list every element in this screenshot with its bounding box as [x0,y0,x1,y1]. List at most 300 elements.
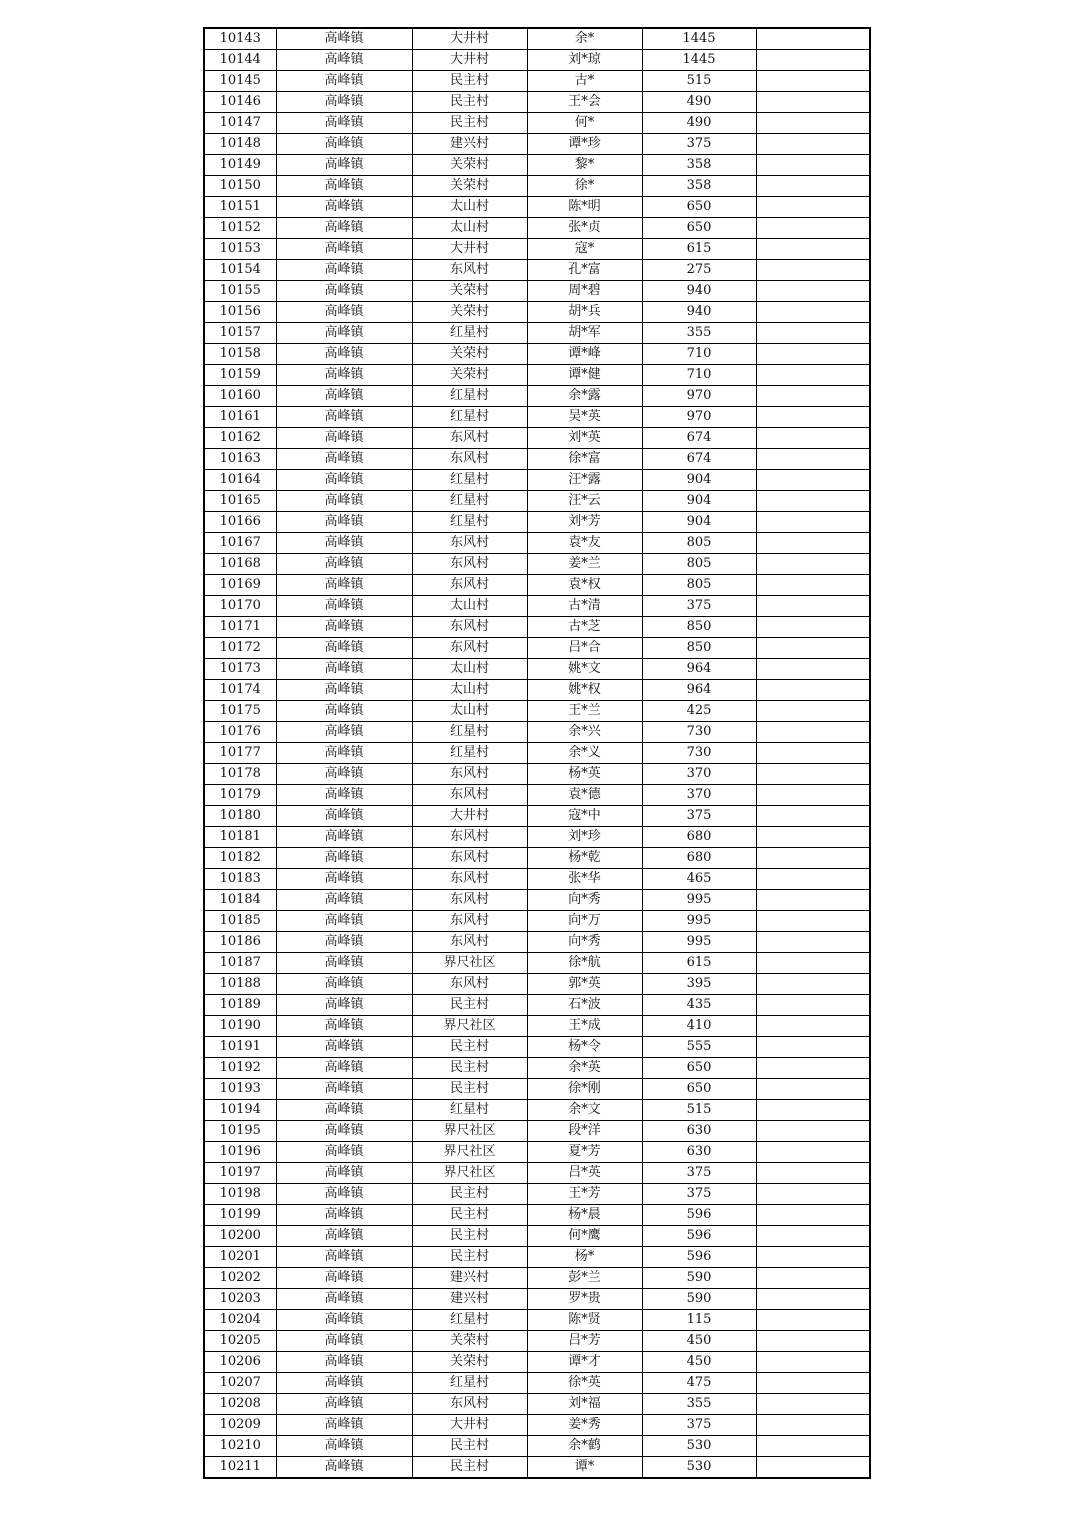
id-cell: 10203 [204,1289,276,1310]
id-cell: 10143 [204,28,276,50]
town-cell: 高峰镇 [276,491,412,512]
id-cell: 10172 [204,638,276,659]
amount-cell: 530 [642,1436,756,1457]
id-cell: 10152 [204,218,276,239]
town-cell: 高峰镇 [276,533,412,554]
id-cell: 10149 [204,155,276,176]
table-row [204,1205,870,1226]
amount-cell: 904 [642,470,756,491]
name-cell: 吕*合 [527,638,642,659]
village-cell: 民主村 [412,1205,527,1226]
name-cell: 余* [527,28,642,50]
village-cell: 红星村 [412,407,527,428]
table-row [204,365,870,386]
id-cell: 10165 [204,491,276,512]
table-row [204,911,870,932]
remark-cell [756,470,870,491]
id-cell: 10180 [204,806,276,827]
name-cell: 余*兴 [527,722,642,743]
table-row [204,113,870,134]
village-cell: 红星村 [412,743,527,764]
remark-cell [756,1394,870,1415]
amount-cell: 650 [642,197,756,218]
village-cell: 民主村 [412,92,527,113]
village-cell: 东风村 [412,638,527,659]
table-row [204,386,870,407]
remark-cell [756,974,870,995]
id-cell: 10170 [204,596,276,617]
village-cell: 民主村 [412,113,527,134]
remark-cell [756,428,870,449]
village-cell: 东风村 [412,428,527,449]
village-cell: 东风村 [412,869,527,890]
id-cell: 10186 [204,932,276,953]
village-cell: 红星村 [412,722,527,743]
table-row [204,134,870,155]
id-cell: 10196 [204,1142,276,1163]
table-row [204,197,870,218]
table-row [204,680,870,701]
table-row [204,1100,870,1121]
village-cell: 红星村 [412,386,527,407]
town-cell: 高峰镇 [276,1184,412,1205]
town-cell: 高峰镇 [276,323,412,344]
name-cell: 寇*中 [527,806,642,827]
table-row [204,260,870,281]
id-cell: 10156 [204,302,276,323]
amount-cell: 995 [642,911,756,932]
name-cell: 余*英 [527,1058,642,1079]
remark-cell [756,176,870,197]
remark-cell [756,638,870,659]
village-cell: 红星村 [412,1100,527,1121]
name-cell: 余*鹤 [527,1436,642,1457]
town-cell: 高峰镇 [276,1373,412,1394]
village-cell: 红星村 [412,470,527,491]
village-cell: 红星村 [412,1373,527,1394]
amount-cell: 375 [642,806,756,827]
remark-cell [756,869,870,890]
amount-cell: 375 [642,1415,756,1436]
amount-cell: 805 [642,533,756,554]
village-cell: 关荣村 [412,176,527,197]
amount-cell: 375 [642,134,756,155]
remark-cell [756,659,870,680]
id-cell: 10159 [204,365,276,386]
village-cell: 关荣村 [412,1352,527,1373]
name-cell: 石*波 [527,995,642,1016]
village-cell: 东风村 [412,449,527,470]
amount-cell: 475 [642,1373,756,1394]
table-row [204,806,870,827]
id-cell: 10151 [204,197,276,218]
id-cell: 10209 [204,1415,276,1436]
amount-cell: 530 [642,1457,756,1479]
table-row [204,344,870,365]
remark-cell [756,260,870,281]
id-cell: 10164 [204,470,276,491]
table-row [204,1436,870,1457]
amount-cell: 674 [642,428,756,449]
table-row [204,407,870,428]
remark-cell [756,722,870,743]
id-cell: 10200 [204,1226,276,1247]
id-cell: 10193 [204,1079,276,1100]
id-cell: 10155 [204,281,276,302]
table-row [204,1163,870,1184]
name-cell: 刘*琼 [527,50,642,71]
village-cell: 大井村 [412,806,527,827]
name-cell: 吴*英 [527,407,642,428]
id-cell: 10163 [204,449,276,470]
name-cell: 何* [527,113,642,134]
amount-cell: 805 [642,554,756,575]
remark-cell [756,302,870,323]
remark-cell [756,197,870,218]
amount-cell: 964 [642,680,756,701]
amount-cell: 375 [642,1184,756,1205]
id-cell: 10147 [204,113,276,134]
table-row [204,302,870,323]
remark-cell [756,1079,870,1100]
name-cell: 谭*健 [527,365,642,386]
amount-cell: 615 [642,239,756,260]
table-row [204,1058,870,1079]
name-cell: 罗*贵 [527,1289,642,1310]
table-row [204,764,870,785]
name-cell: 段*洋 [527,1121,642,1142]
name-cell: 刘*福 [527,1394,642,1415]
town-cell: 高峰镇 [276,113,412,134]
name-cell: 谭*珍 [527,134,642,155]
name-cell: 吕*英 [527,1163,642,1184]
data-table [203,27,871,1479]
amount-cell: 450 [642,1331,756,1352]
village-cell: 东风村 [412,1394,527,1415]
id-cell: 10208 [204,1394,276,1415]
town-cell: 高峰镇 [276,386,412,407]
id-cell: 10182 [204,848,276,869]
table-row [204,470,870,491]
table-row [204,1352,870,1373]
remark-cell [756,911,870,932]
town-cell: 高峰镇 [276,1205,412,1226]
id-cell: 10210 [204,1436,276,1457]
table-row [204,155,870,176]
table-row [204,743,870,764]
remark-cell [756,533,870,554]
id-cell: 10192 [204,1058,276,1079]
name-cell: 杨*乾 [527,848,642,869]
id-cell: 10206 [204,1352,276,1373]
remark-cell [756,995,870,1016]
id-cell: 10201 [204,1247,276,1268]
table-row [204,869,870,890]
name-cell: 谭*峰 [527,344,642,365]
name-cell: 寇* [527,239,642,260]
table-row [204,71,870,92]
town-cell: 高峰镇 [276,701,412,722]
name-cell: 郭*英 [527,974,642,995]
village-cell: 界尺社区 [412,1163,527,1184]
town-cell: 高峰镇 [276,197,412,218]
name-cell: 刘*芳 [527,512,642,533]
table-row [204,974,870,995]
town-cell: 高峰镇 [276,281,412,302]
remark-cell [756,239,870,260]
town-cell: 高峰镇 [276,428,412,449]
table-row [204,596,870,617]
amount-cell: 425 [642,701,756,722]
amount-cell: 358 [642,155,756,176]
name-cell: 姜*兰 [527,554,642,575]
table-row [204,1247,870,1268]
name-cell: 王*芳 [527,1184,642,1205]
amount-cell: 805 [642,575,756,596]
village-cell: 东风村 [412,260,527,281]
town-cell: 高峰镇 [276,1352,412,1373]
name-cell: 向*秀 [527,890,642,911]
remark-cell [756,491,870,512]
name-cell: 杨*晨 [527,1205,642,1226]
remark-cell [756,617,870,638]
amount-cell: 515 [642,71,756,92]
amount-cell: 375 [642,596,756,617]
town-cell: 高峰镇 [276,1268,412,1289]
town-cell: 高峰镇 [276,785,412,806]
name-cell: 古*芝 [527,617,642,638]
remark-cell [756,1226,870,1247]
amount-cell: 596 [642,1247,756,1268]
id-cell: 10199 [204,1205,276,1226]
amount-cell: 674 [642,449,756,470]
village-cell: 关荣村 [412,365,527,386]
village-cell: 界尺社区 [412,1016,527,1037]
remark-cell [756,28,870,50]
id-cell: 10211 [204,1457,276,1479]
town-cell: 高峰镇 [276,806,412,827]
id-cell: 10194 [204,1100,276,1121]
village-cell: 民主村 [412,995,527,1016]
id-cell: 10185 [204,911,276,932]
village-cell: 界尺社区 [412,1121,527,1142]
table-row [204,1310,870,1331]
village-cell: 东风村 [412,848,527,869]
remark-cell [756,1163,870,1184]
remark-cell [756,155,870,176]
table-row [204,1289,870,1310]
village-cell: 建兴村 [412,134,527,155]
village-cell: 民主村 [412,1247,527,1268]
town-cell: 高峰镇 [276,344,412,365]
id-cell: 10158 [204,344,276,365]
amount-cell: 650 [642,218,756,239]
amount-cell: 904 [642,512,756,533]
name-cell: 孔*富 [527,260,642,281]
remark-cell [756,113,870,134]
remark-cell [756,932,870,953]
remark-cell [756,449,870,470]
name-cell: 汪*露 [527,470,642,491]
amount-cell: 358 [642,176,756,197]
table-row [204,554,870,575]
name-cell: 袁*权 [527,575,642,596]
village-cell: 民主村 [412,1226,527,1247]
id-cell: 10177 [204,743,276,764]
amount-cell: 630 [642,1121,756,1142]
table-row [204,281,870,302]
name-cell: 刘*珍 [527,827,642,848]
id-cell: 10174 [204,680,276,701]
village-cell: 界尺社区 [412,953,527,974]
id-cell: 10148 [204,134,276,155]
table-row [204,890,870,911]
id-cell: 10144 [204,50,276,71]
id-cell: 10145 [204,71,276,92]
town-cell: 高峰镇 [276,71,412,92]
town-cell: 高峰镇 [276,176,412,197]
name-cell: 黎* [527,155,642,176]
amount-cell: 710 [642,344,756,365]
id-cell: 10181 [204,827,276,848]
remark-cell [756,1436,870,1457]
amount-cell: 555 [642,1037,756,1058]
name-cell: 王*会 [527,92,642,113]
town-cell: 高峰镇 [276,470,412,491]
name-cell: 古*清 [527,596,642,617]
village-cell: 民主村 [412,1436,527,1457]
table-row [204,92,870,113]
town-cell: 高峰镇 [276,28,412,50]
amount-cell: 650 [642,1058,756,1079]
table-row [204,428,870,449]
remark-cell [756,386,870,407]
village-cell: 东风村 [412,785,527,806]
remark-cell [756,1457,870,1479]
name-cell: 徐*英 [527,1373,642,1394]
name-cell: 古* [527,71,642,92]
table-row [204,1226,870,1247]
amount-cell: 590 [642,1289,756,1310]
amount-cell: 450 [642,1352,756,1373]
town-cell: 高峰镇 [276,974,412,995]
village-cell: 东风村 [412,764,527,785]
town-cell: 高峰镇 [276,1394,412,1415]
village-cell: 红星村 [412,1310,527,1331]
amount-cell: 970 [642,407,756,428]
remark-cell [756,785,870,806]
table-row [204,701,870,722]
name-cell: 余*义 [527,743,642,764]
name-cell: 夏*芳 [527,1142,642,1163]
id-cell: 10197 [204,1163,276,1184]
table-row [204,659,870,680]
remark-cell [756,1205,870,1226]
remark-cell [756,827,870,848]
table-row [204,617,870,638]
name-cell: 袁*德 [527,785,642,806]
amount-cell: 370 [642,785,756,806]
amount-cell: 995 [642,932,756,953]
name-cell: 袁*友 [527,533,642,554]
table-row [204,239,870,260]
amount-cell: 850 [642,617,756,638]
amount-cell: 355 [642,323,756,344]
table-row [204,28,870,50]
remark-cell [756,890,870,911]
town-cell: 高峰镇 [276,764,412,785]
name-cell: 汪*云 [527,491,642,512]
remark-cell [756,1373,870,1394]
id-cell: 10162 [204,428,276,449]
id-cell: 10205 [204,1331,276,1352]
amount-cell: 355 [642,1394,756,1415]
name-cell: 陈*贤 [527,1310,642,1331]
name-cell: 王*兰 [527,701,642,722]
village-cell: 太山村 [412,197,527,218]
town-cell: 高峰镇 [276,890,412,911]
table-row [204,722,870,743]
remark-cell [756,1289,870,1310]
amount-cell: 490 [642,92,756,113]
amount-cell: 375 [642,1163,756,1184]
id-cell: 10187 [204,953,276,974]
table-row [204,1016,870,1037]
amount-cell: 410 [642,1016,756,1037]
amount-cell: 630 [642,1142,756,1163]
id-cell: 10190 [204,1016,276,1037]
name-cell: 杨*英 [527,764,642,785]
id-cell: 10189 [204,995,276,1016]
remark-cell [756,218,870,239]
town-cell: 高峰镇 [276,743,412,764]
town-cell: 高峰镇 [276,1436,412,1457]
town-cell: 高峰镇 [276,512,412,533]
amount-cell: 680 [642,848,756,869]
table-row [204,512,870,533]
amount-cell: 730 [642,743,756,764]
amount-cell: 650 [642,1079,756,1100]
remark-cell [756,743,870,764]
village-cell: 东风村 [412,554,527,575]
id-cell: 10175 [204,701,276,722]
remark-cell [756,50,870,71]
table-row [204,827,870,848]
amount-cell: 596 [642,1226,756,1247]
table-row [204,1415,870,1436]
amount-cell: 370 [642,764,756,785]
town-cell: 高峰镇 [276,365,412,386]
remark-cell [756,1121,870,1142]
remark-cell [756,134,870,155]
name-cell: 周*碧 [527,281,642,302]
table-row [204,995,870,1016]
town-cell: 高峰镇 [276,848,412,869]
village-cell: 关荣村 [412,281,527,302]
village-cell: 红星村 [412,512,527,533]
remark-cell [756,1268,870,1289]
village-cell: 红星村 [412,491,527,512]
name-cell: 余*文 [527,1100,642,1121]
remark-cell [756,596,870,617]
id-cell: 10157 [204,323,276,344]
name-cell: 张*华 [527,869,642,890]
amount-cell: 940 [642,302,756,323]
remark-cell [756,1100,870,1121]
amount-cell: 596 [642,1205,756,1226]
amount-cell: 1445 [642,50,756,71]
amount-cell: 964 [642,659,756,680]
